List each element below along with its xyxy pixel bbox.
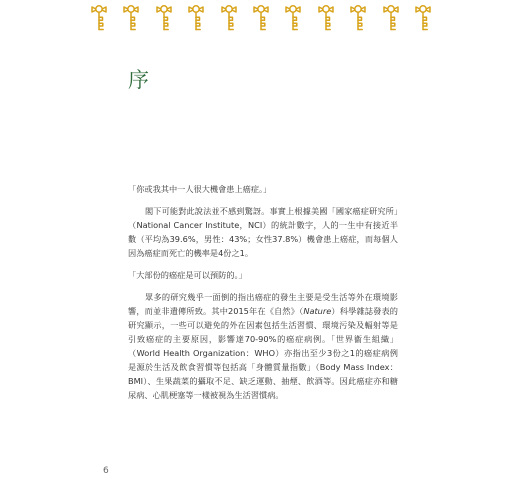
body-paragraph [128,290,398,402]
key-icon [218,4,240,34]
body-paragraph: 閣下可能對此說法並不感到驚訝。事實上根據美國「國家癌症研究所」（National Cancer Institute，NCI）的統計數字，人的一生中有接近半數（平均為39.6%，男性：43%；女性37.8%）機會患上癌症，而每個人因為癌症而死亡的機率是4份之1。 [128,206,398,258]
key-icon [250,4,272,34]
key-icon [153,4,175,34]
chapter-title: 序 [128,68,150,92]
page-number: 6 [103,466,109,476]
paragraph-text: ）科學雜誌發表的研究顯示，一些可以避免的外在因素包括生活習慣、環境污染及輻射等是引致癌症的主要原因，影響達70-90%的癌症病例。「世界衞生組織」（World Health Organization：WHO）亦指出至少3份之1的癌症病例是源於生活及飲食習慣等包括高「身體質量指數」（Body Mass Index：BMI）、生果蔬菜的攝取不足、缺乏運動、抽煙、飲酒等。因此癌症亦和糖尿病、心肌梗塞等一樣被視為生活習慣病。 [128,306,398,400]
decorative-key-row [88,4,434,34]
key-icon [412,4,434,34]
key-icon [120,4,142,34]
paragraph-text: 眾多的研究幾乎一面倒的指出癌症的發生主要是受生活等外在環境影響，而並非遺傳所致。其中2015年在《自然》（ [128,292,398,316]
key-icon [282,4,304,34]
key-icon [380,4,402,34]
quote-line: 「大部份的癌症是可以預防的。」 [128,270,247,280]
quote-line: 「你或我其中一人很大機會患上癌症。」 [128,184,272,194]
key-icon [185,4,207,34]
key-icon [315,4,337,34]
journal-title: Nature [303,306,332,316]
key-icon [347,4,369,34]
body-text [128,182,398,402]
key-icon [88,4,110,34]
